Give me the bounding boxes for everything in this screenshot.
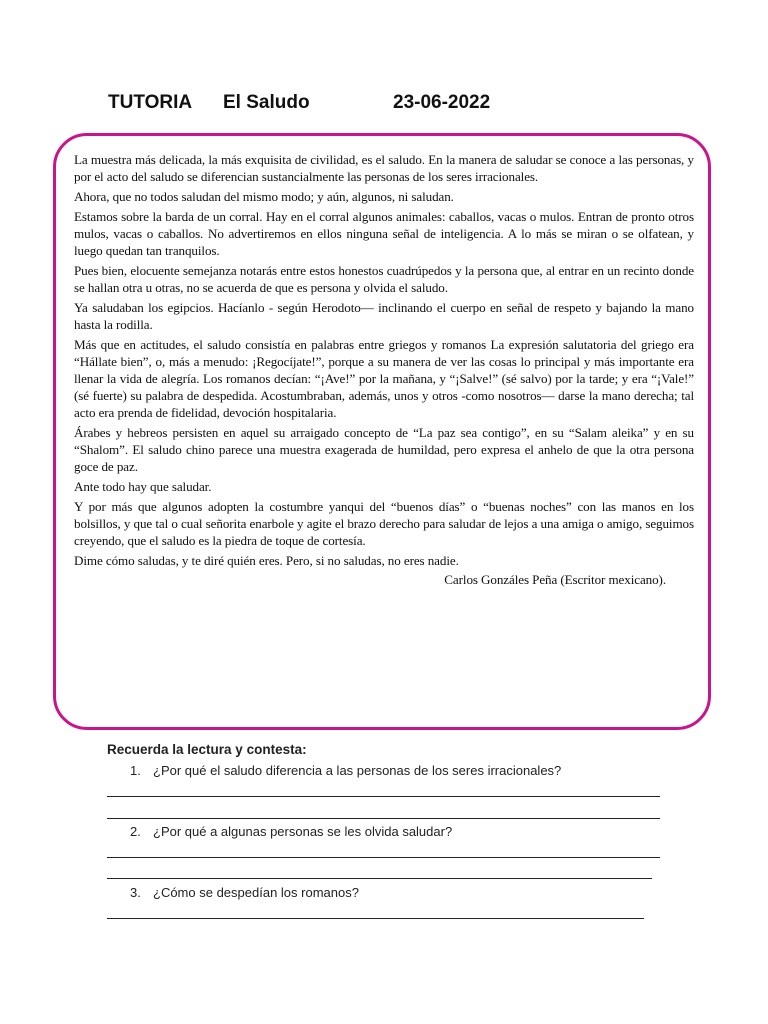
reading-paragraph: La muestra más delicada, la más exquisita de civilidad, es el saludo. En la manera de saludar se conoce a las personas, y por el acto del saludo se diferencian sustancialmente las personas de los seres irracionales. — [74, 152, 694, 184]
question-text: ¿Por qué el saludo diferencia a las personas de los seres irracionales? — [153, 763, 562, 778]
worksheet-date: 23-06-2022 — [393, 92, 491, 113]
reading-paragraph: Ante todo hay que saludar. — [74, 479, 212, 494]
questions-heading: Recuerda la lectura y contesta: — [107, 742, 307, 757]
question-text: ¿Cómo se despedían los romanos? — [153, 885, 359, 900]
reading-paragraph: Y por más que algunos adopten la costumbre yanqui del “buenos días” o “buenas noches” con las manos en los bolsillos, y que tal o cual señorita enarbole y agite el brazo derecho para saludar de lejos a una amiga o amigo, seguimos creyendo, que el saludo es la piedra de toque de cortesía. — [74, 499, 694, 548]
question-number: 3. — [130, 885, 141, 900]
reading-paragraph: Árabes y hebreos persisten en aquel su arraigado concepto de “La paz sea contigo”, en su “Salam aleika” y en su “Shalom”. El saludo chino parece una muestra exagerada de humildad, pero expresa el anhelo de que la otra persona goce de paz. — [74, 425, 694, 474]
reading-paragraph: Más que en actitudes, el saludo consistía en palabras entre griegos y romanos La expresión salutatoria del griego era “Hállate bien”, o, más a menudo: ¡Regocíjate!”, porque a su manera de ver las cosas lo principal y más importante era llenar la vida de alegría. Los romanos decían: “¡Ave!” por la mañana, y “¡Salve!” (sé salvo) por la tarde; y era “¡Vale!” (sé fuerte) su palabra de despedida. Acostumbraban, además, unos y otros -como nosotros— darse la mano derecha; tal acto era prenda de fidelidad, devoción hospitalaria. — [74, 337, 694, 420]
question-text: ¿Por qué a algunas personas se les olvida saludar? — [153, 824, 453, 839]
answer-line[interactable] — [107, 857, 660, 858]
question-item — [130, 763, 561, 778]
answer-line[interactable] — [107, 918, 644, 919]
answer-line[interactable] — [107, 878, 652, 879]
reading-passage — [74, 151, 694, 591]
author-signature: Carlos Gonzáles Peña (Escritor mexicano). — [444, 572, 666, 587]
question-number: 1. — [130, 763, 141, 778]
question-item — [130, 824, 452, 839]
answer-line[interactable] — [107, 796, 660, 797]
question-item — [130, 885, 359, 900]
reading-paragraph: Ahora, que no todos saludan del mismo modo; y aún, algunos, ni saludan. — [74, 189, 454, 204]
subject-label: TUTORIA — [108, 92, 193, 113]
question-number: 2. — [130, 824, 141, 839]
reading-paragraph: Estamos sobre la barda de un corral. Hay en el corral algunos animales: caballos, vacas o mulos. Entran de pronto otros mulos, vacas o caballos. No advertiremos en ellos ninguna señal de inteligencia. A lo más se miran o se olfatean, y luego quedan tan tranquilos. — [74, 209, 694, 258]
worksheet-header — [0, 92, 768, 122]
reading-paragraph: Ya saludaban los egipcios. Hacíanlo - según Herodoto— inclinando el cuerpo en señal de respeto y bajando la mano hasta la rodilla. — [74, 300, 694, 332]
answer-line[interactable] — [107, 818, 660, 819]
reading-paragraph: Dime cómo saludas, y te diré quién eres. Pero, si no saludas, no eres nadie. — [74, 553, 459, 568]
worksheet-title: El Saludo — [223, 92, 310, 113]
reading-paragraph: Pues bien, elocuente semejanza notarás entre estos honestos cuadrúpedos y la persona que, al entrar en un recinto donde se hallan otra u otras, no se acuerda de que es persona y olvida el saludo. — [74, 263, 694, 295]
